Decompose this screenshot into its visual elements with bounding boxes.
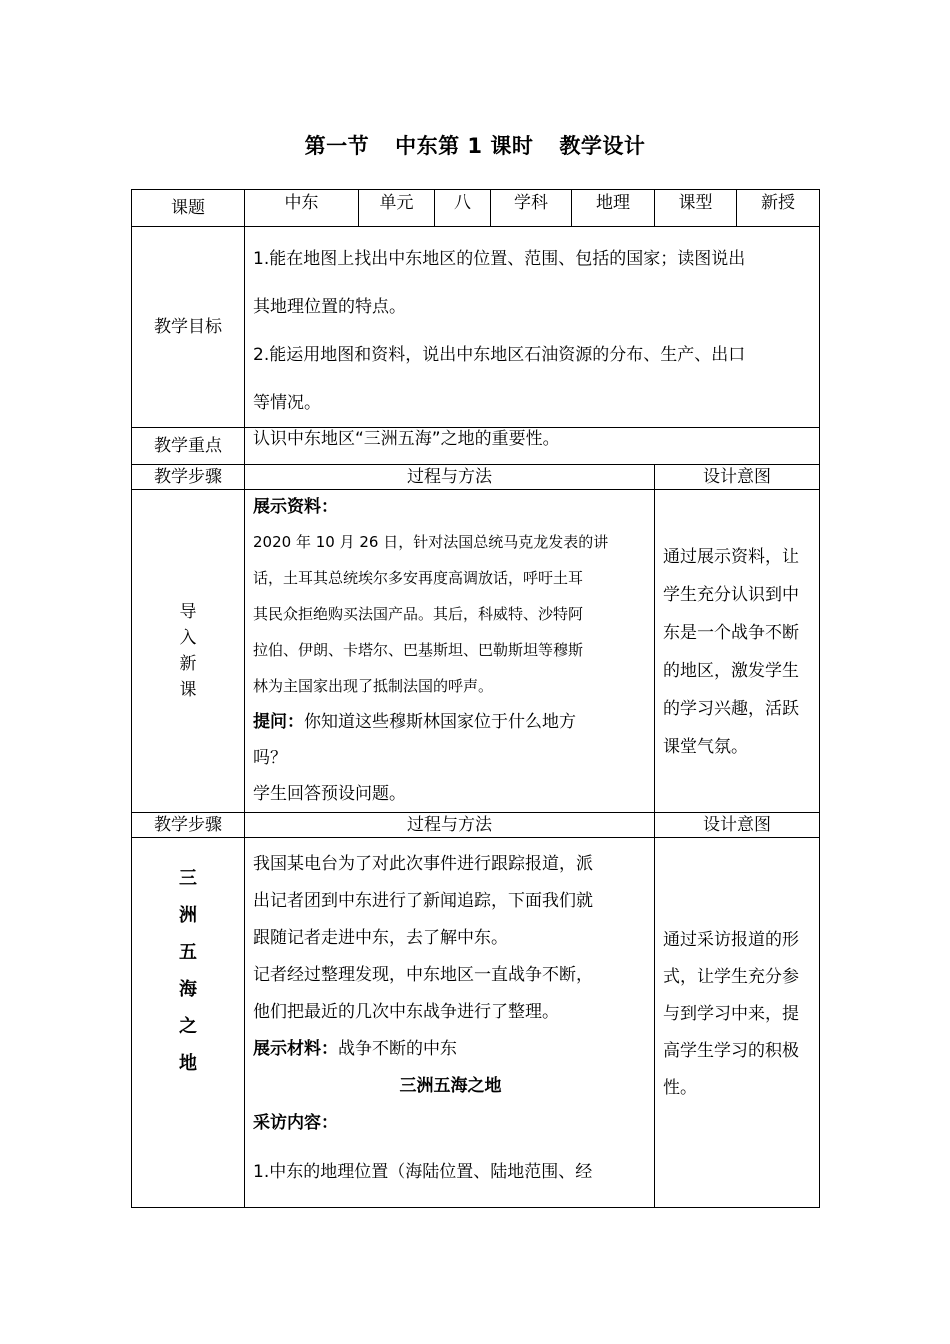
intent-line: 高学生学习的积极: [663, 1041, 799, 1061]
intent-line: 课堂气氛。: [663, 737, 748, 757]
intent-header-2: 设计意图: [703, 814, 771, 835]
material-line: 2020 年 10 月 26 日，针对法国总统马克龙发表的讲: [253, 533, 609, 551]
paragraph-line: 他们把最近的几次中东战争进行了整理。: [253, 1002, 559, 1022]
intent-header: 设计意图: [703, 466, 771, 487]
section2-step-char: 五: [179, 942, 197, 963]
subject-value-cell: [572, 190, 655, 227]
step-header-row-2: [132, 813, 820, 838]
intent-line: 与到学习中来，提: [663, 1004, 799, 1024]
objectives-row: [132, 227, 820, 428]
material-line: 话，土耳其总统埃尔多安再度高调放话，呼吁土耳: [253, 569, 584, 587]
objective-line: 其地理位置的特点。: [253, 297, 406, 317]
type-value: 新授: [761, 193, 795, 213]
key-point-label: 教学重点: [154, 435, 222, 456]
section2-step-cell: [132, 838, 245, 1208]
title-part-section: 第一节: [304, 134, 370, 158]
question-text: 你知道这些穆斯林国家位于什么地方: [304, 712, 576, 732]
material-label: 展示材料：: [253, 1039, 338, 1059]
question-line: [253, 704, 648, 740]
key-point-label-cell: [132, 428, 245, 465]
type-label-cell: [655, 190, 737, 227]
unit-label: 单元: [379, 193, 414, 213]
material-line: 林为主国家出现了抵制法国的呼声。: [253, 677, 494, 695]
type-label: 课型: [678, 193, 713, 213]
unit-value-cell: [435, 190, 491, 227]
steps-header-cell: [132, 465, 245, 490]
question-label: 提问：: [253, 712, 304, 732]
process-header-2: 过程与方法: [407, 814, 492, 835]
intent-line: 学生充分认识到中: [663, 585, 799, 605]
section2-step-char: 之: [179, 1016, 197, 1037]
intro-step-char: 入: [179, 628, 197, 648]
paragraph-line: 出记者团到中东进行了新闻追踪，下面我们就: [253, 891, 593, 911]
topic-label: 课题: [171, 197, 205, 218]
intro-step-char: 新: [179, 654, 197, 674]
process-header: 过程与方法: [407, 466, 492, 487]
objectives-label-cell: [132, 227, 245, 428]
title-part-design: 教学设计: [559, 134, 646, 158]
objectives-label: 教学目标: [154, 316, 222, 337]
section2-step-char: 三: [179, 868, 197, 889]
title-part-lesson: 中东第 1 课时: [395, 134, 534, 158]
objective-line: 1.能在地图上找出中东地区的位置、范围、包括的国家；读图说出: [253, 249, 746, 269]
objective-line: 2.能运用地图和资料，说出中东地区石油资源的分布、生产、出口: [253, 345, 746, 365]
objectives-content: [245, 227, 820, 428]
material-line: 拉伯、伊朗、卡塔尔、巴基斯坦、巴勒斯坦等穆斯: [253, 641, 584, 659]
lesson-plan-table: [131, 189, 820, 1208]
key-point-row: [132, 428, 820, 465]
paragraph-line: 我国某电台为了对此次事件进行跟踪报道，派: [253, 854, 593, 874]
intent-line: 东是一个战争不断: [663, 623, 799, 643]
question-continuation: 吗？: [253, 748, 287, 768]
topic-value-cell: [245, 190, 359, 227]
objective-line: 等情况。: [253, 393, 321, 413]
section2-intent-cell: [655, 838, 820, 1208]
steps-header-cell-2: [132, 813, 245, 838]
intent-line: 性。: [663, 1078, 697, 1098]
answer-text: 学生回答预设问题。: [253, 784, 406, 804]
material-text: 战争不断的中东: [338, 1039, 457, 1059]
intent-line: 的学习兴趣，活跃: [663, 699, 799, 719]
section2-step-char: 地: [179, 1053, 197, 1074]
intro-row: [132, 490, 820, 813]
intro-process-cell: [245, 490, 655, 813]
interview-item: 1.中东的地理位置（海陆位置、陆地范围、经: [253, 1162, 593, 1182]
interview-label: 采访内容：: [253, 1113, 338, 1133]
material-line: [253, 1031, 648, 1068]
intent-line: 的地区，激发学生: [663, 661, 799, 681]
key-point-content: [245, 428, 820, 465]
section2-step-char: 洲: [179, 905, 197, 926]
intent-header-cell-2: [655, 813, 820, 838]
paragraph-line: 跟随记者走进中东，去了解中东。: [253, 928, 508, 948]
document-title: [0, 130, 950, 160]
section2-row: [132, 838, 820, 1208]
intro-intent-cell: [655, 490, 820, 813]
section2-process-cell: [245, 838, 655, 1208]
topic-label-cell: [132, 190, 245, 227]
material-line: 其民众拒绝购买法国产品。其后，科威特、沙特阿: [253, 605, 584, 623]
intro-step-char: 课: [179, 680, 197, 700]
paragraph-line: 记者经过整理发现，中东地区一直战争不断，: [253, 965, 593, 985]
subject-label-cell: [491, 190, 572, 227]
section2-step-char: 海: [179, 979, 197, 1000]
steps-header: 教学步骤: [154, 466, 222, 487]
step-header-row: [132, 465, 820, 490]
unit-label-cell: [359, 190, 435, 227]
intent-header-cell: [655, 465, 820, 490]
subject-value: 地理: [596, 193, 630, 213]
unit-value: 八: [454, 193, 471, 213]
intent-line: 通过展示资料，让: [663, 547, 799, 567]
intro-step-char: 导: [179, 602, 197, 622]
key-point-text: 认识中东地区“三洲五海”之地的重要性。: [253, 429, 560, 449]
subheading: 三洲五海之地: [399, 1076, 502, 1096]
show-material-label: 展示资料：: [253, 497, 338, 517]
subject-label: 学科: [514, 193, 548, 213]
intent-line: 式，让学生充分参: [663, 967, 799, 987]
intro-step-cell: [132, 490, 245, 813]
steps-header-2: 教学步骤: [154, 814, 222, 835]
header-row: [132, 190, 820, 227]
type-value-cell: [737, 190, 820, 227]
process-header-cell: [245, 465, 655, 490]
intent-line: 通过采访报道的形: [663, 930, 799, 950]
process-header-cell-2: [245, 813, 655, 838]
topic-value: 中东: [284, 193, 319, 213]
